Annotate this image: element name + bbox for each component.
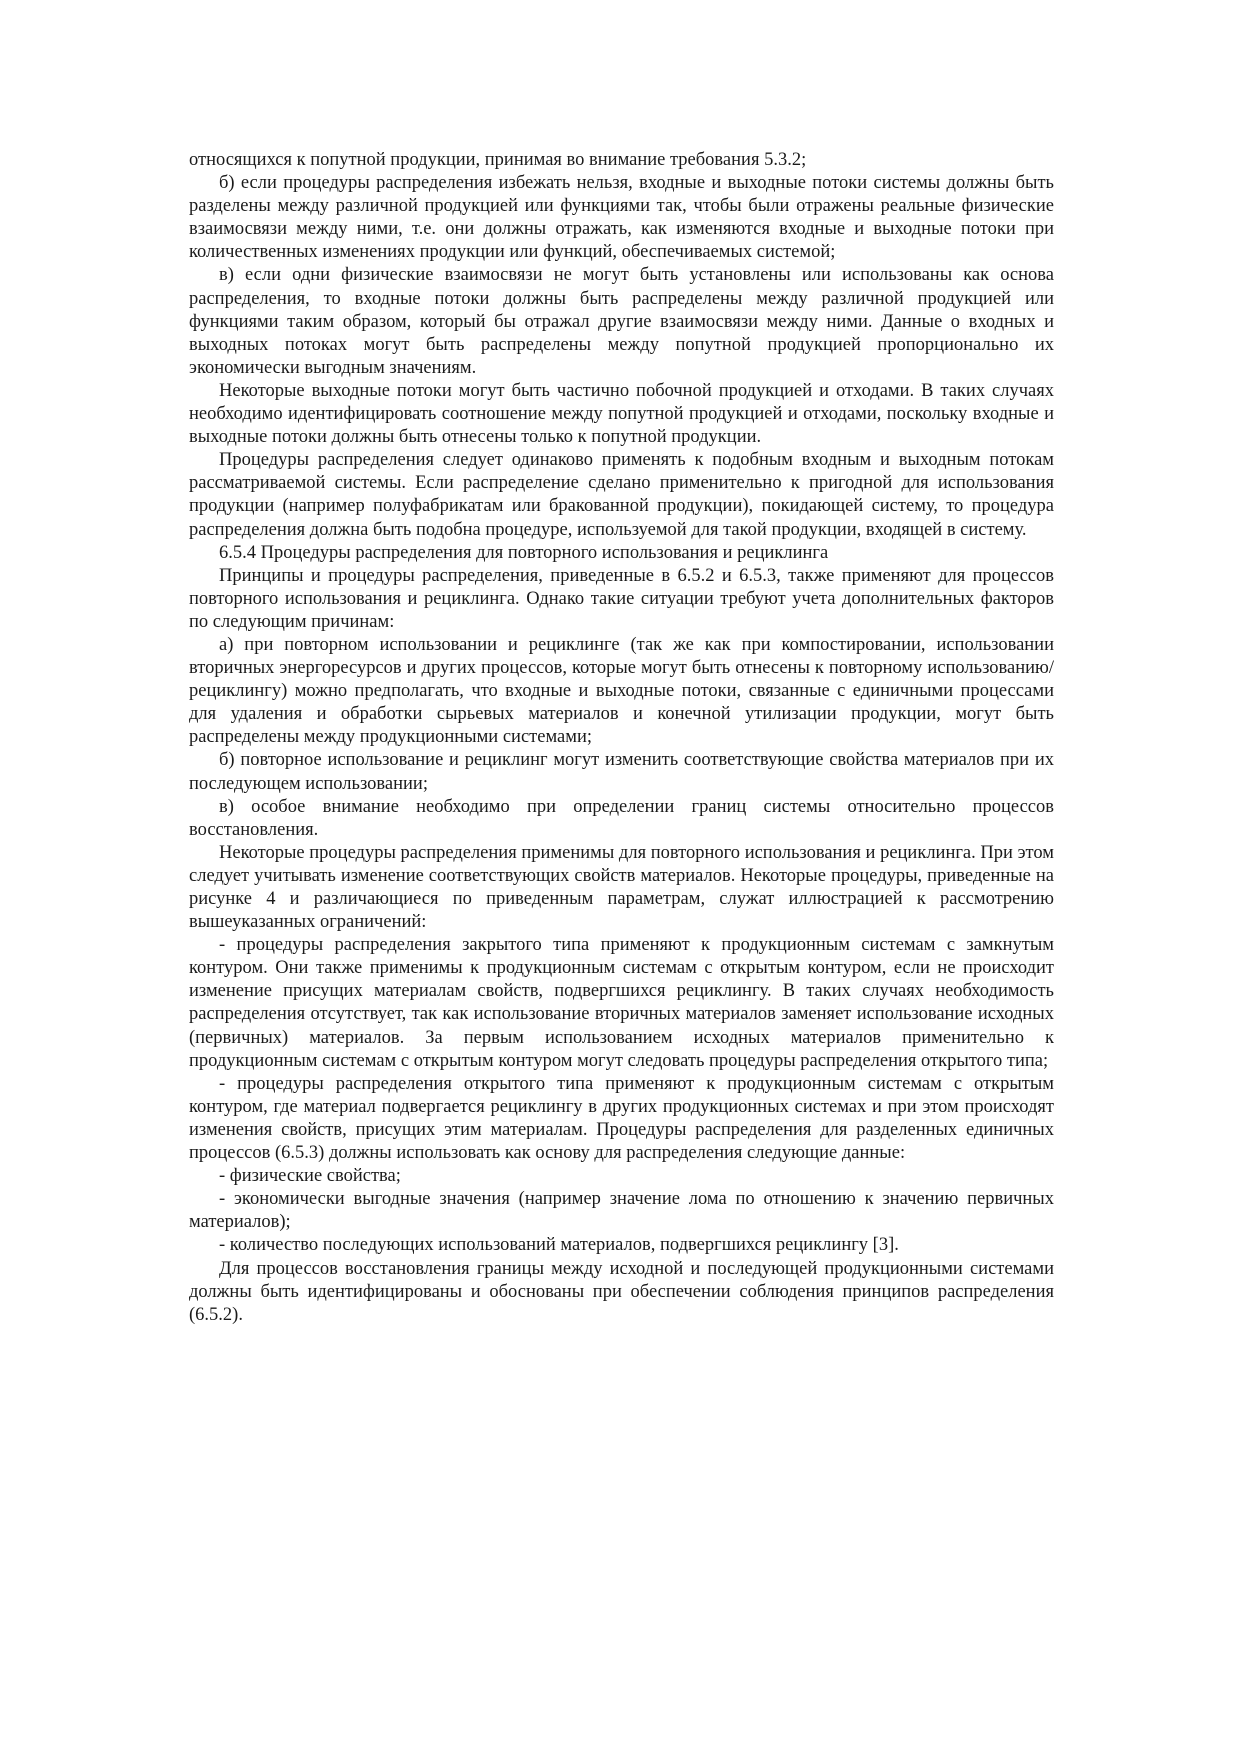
paragraph: а) при повторном использовании и рециклинге (так же как при компостировании, использовании вторичных энергоресурсов и других процессов, которые могут быть отнесены к повторному использованию/рециклингу) можно предполагать, что входные и выходные потоки, связанные с единичными процессами для удаления и обработки сырьевых материалов и конечной утилизации продукции, могут быть распределены между продукционными системами;	[189, 634, 1054, 748]
paragraph: - экономически выгодные значения (например значение лома по отношению к значению первичных материалов);	[189, 1189, 1054, 1233]
paragraph: - процедуры распределения закрытого типа применяют к продукционным системам с замкнутым контуром. Они также применимы к продукционным системам с открытым контуром, если не происходит изменение присущих материалам свойств, подвергшихся рециклингу. В таких случаях необходимость распределения отсутствует, так как использование вторичных материалов заменяет использование исходных (первичных) материалов. За первым использованием исходных материалов применительно к продукционным системам с открытым контуром могут следовать процедуры распределения открытого типа;	[189, 935, 1054, 1071]
paragraph: Процедуры распределения следует одинаково применять к подобным входным и выходным потокам рассматриваемой системы. Если распределение сделано применительно к пригодной для использования продукции (например полуфабрикатам или бракованной продукции), покидающей систему, то процедура распределения должна быть подобна процедуре, используемой для такой продукции, входящей в систему.	[189, 450, 1054, 540]
paragraph: в) особое внимание необходимо при определении границ системы относительно процессов восстановления.	[189, 796, 1054, 840]
paragraph: - процедуры распределения открытого типа применяют к продукционным системам с открытым контуром, где материал подвергается рециклингу в других продукционных системах и при этом происходят изменения свойств, присущих этим материалам. Процедуры распределения для разделенных единичных процессов (6.5.3) должны использовать как основу для распределения следующие данные:	[189, 1073, 1054, 1164]
paragraph: б) если процедуры распределения избежать нельзя, входные и выходные потоки системы должны быть разделены между различной продукцией или функциями так, чтобы были отражены реальные физические взаимосвязи между ними, т.е. они должны отражать, как изменяются входные и выходные потоки при количественных изменениях продукции или функций, обеспечиваемых системой;	[189, 173, 1054, 263]
paragraph: - количество последующих использований материалов, подвергшихся рециклингу [3].	[219, 1235, 899, 1256]
paragraph: Некоторые процедуры распределения применимы для повторного использования и рециклинга. При этом следует учитывать изменение соответствующих свойств материалов. Некоторые процедуры, приведенные на рисунке 4 и различающиеся по приведенным параметрам, служат иллюстрацией к рассмотрению вышеуказанных ограничений:	[189, 842, 1054, 933]
paragraph: относящихся к попутной продукции, принимая во внимание требования 5.3.2;	[189, 150, 807, 170]
paragraph: Некоторые выходные потоки могут быть частично побочной продукцией и отходами. В таких случаях необходимо идентифицировать соотношение между попутной продукцией и отходами, поскольку входные и выходные потоки должны быть отнесены только к попутной продукции.	[189, 380, 1054, 448]
paragraph: в) если одни физические взаимосвязи не могут быть установлены или использованы как основа распределения, то входные потоки должны быть распределены между различной продукцией или функциями таким образом, который бы отражал другие взаимосвязи между ними. Данные о входных и выходных потоках могут быть распределены между попутной продукцией пропорционально их экономически выгодным значениям.	[189, 265, 1054, 378]
paragraph: - физические свойства;	[219, 1166, 401, 1187]
paragraph: б) повторное использование и рециклинг могут изменить соответствующие свойства материалов при их последующем использовании;	[189, 750, 1054, 794]
paragraph: 6.5.4 Процедуры распределения для повторного использования и рециклинга	[219, 542, 829, 563]
paragraph: Принципы и процедуры распределения, приведенные в 6.5.2 и 6.5.3, также применяют для процессов повторного использования и рециклинга. Однако такие ситуации требуют учета дополнительных факторов по следующим причинам:	[189, 565, 1054, 632]
paragraph: Для процессов восстановления границы между исходной и последующей продукционными системами должны быть идентифицированы и обоснованы при обеспечении соблюдения принципов распределения (6.5.2).	[189, 1258, 1054, 1325]
document-body	[189, 149, 1054, 1327]
